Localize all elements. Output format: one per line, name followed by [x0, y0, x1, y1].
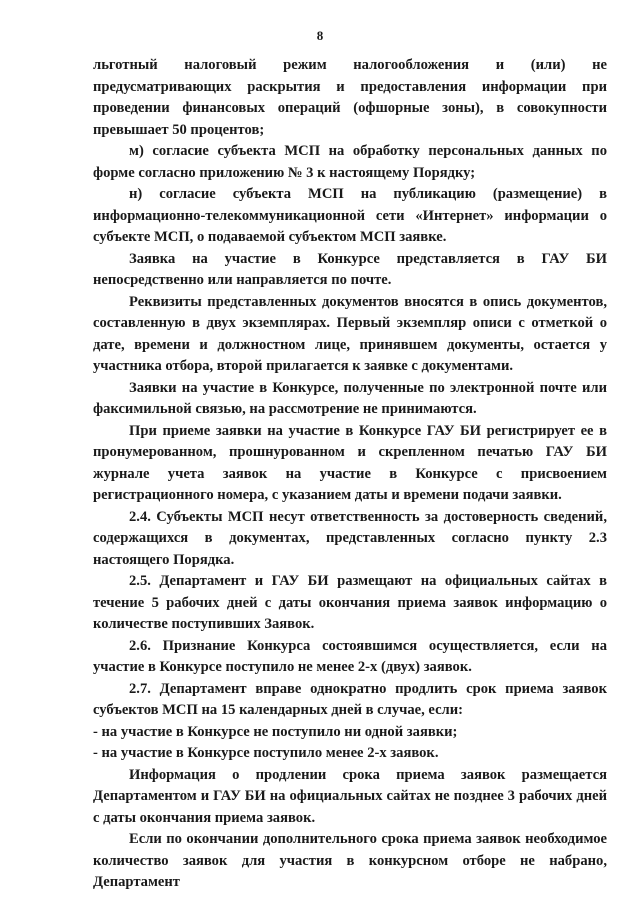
document-body: [93, 55, 607, 894]
paragraph-document-inventory: Реквизиты представленных документов вносятся в опись документов, составленную в двух экземплярах. Первый экземпляр описи с отметкой о дате, времени и должностном лице, принявшем документы, остается у участника отбора, второй прилагается к заявке с документами.: [93, 293, 607, 374]
paragraph-item-n-consent-publication: н) согласие субъекта МСП на публикацию (размещение) в информационно-телекоммуникационной сети «Интернет» информации о субъекте МСП, о подаваемой субъектом МСП заявке.: [93, 186, 607, 245]
paragraph-item-m-consent-personal-data: м) согласие субъекта МСП на обработку персональных данных по форме согласно приложению № 3 к настоящему Порядку;: [93, 143, 607, 181]
paragraph-clause-2-7: 2.7. Департамент вправе однократно продлить срок приема заявок субъектов МСП на 15 календарных дней в случае, если:: [93, 680, 607, 718]
paragraph-application-submission: Заявка на участие в Конкурсе представляется в ГАУ БИ непосредственно или направляется по почте.: [93, 250, 607, 288]
paragraph-electronic-not-accepted: Заявки на участие в Конкурсе, полученные по электронной почте или факсимильной связью, на рассмотрение не принимаются.: [93, 379, 607, 417]
list-item-no-applications: - на участие в Конкурсе не поступило ни одной заявки;: [93, 723, 458, 740]
paragraph-offshore-continuation: льготный налоговый режим налогообложения и (или) не предусматривающих раскрытия и предоставления информации при проведении финансовых операций (офшорные зоны), в совокупности превышает 50 процентов;: [93, 57, 607, 138]
paragraph-clause-2-5: 2.5. Департамент и ГАУ БИ размещают на официальных сайтах в течение 5 рабочих дней с даты окончания приема заявок информацию о количестве поступивших Заявок.: [93, 573, 607, 632]
paragraph-clause-2-6: 2.6. Признание Конкурса состоявшимся осуществляется, если на участие в Конкурсе поступило не менее 2-х (двух) заявок.: [93, 637, 607, 675]
list-item-fewer-than-two: - на участие в Конкурсе поступило менее 2-х заявок.: [93, 745, 439, 761]
paragraph-additional-period: Если по окончании дополнительного срока приема заявок необходимое количество заявок для участия в конкурсном отборе не набрано, Департамент: [93, 831, 607, 890]
paragraph-registration-journal: При приеме заявки на участие в Конкурсе ГАУ БИ регистрирует ее в пронумерованном, прошнурованном и скрепленном печатью ГАУ БИ журнале учета заявок на участие в Конкурсе с присвоением регистрационного номера, с указанием даты и времени подачи заявки.: [93, 422, 607, 503]
page-number: 8: [316, 28, 324, 43]
paragraph-clause-2-4: 2.4. Субъекты МСП несут ответственность за достоверность сведений, содержащихся в документах, представленных согласно пункту 2.3 настоящего Порядка.: [93, 508, 607, 568]
paragraph-extension-info: Информация о продлении срока приема заявок размещается Департаментом и ГАУ БИ на официальных сайтах не позднее 3 рабочих дней с даты окончания приема заявок.: [93, 766, 607, 826]
